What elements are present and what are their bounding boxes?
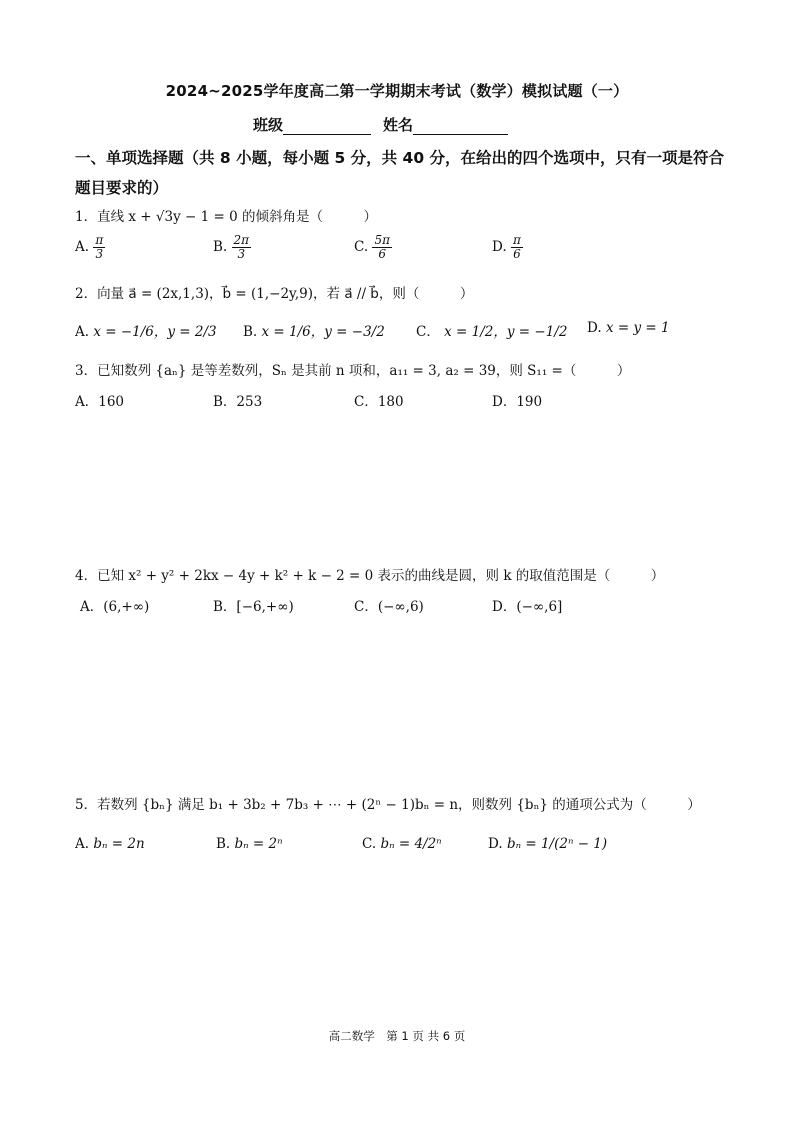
q3-option-b: B．253 (213, 394, 263, 410)
question-4-stem: 4．已知 x² + y² + 2kx − 4y + k² + k − 2 = 0 表示的曲线是圆，则 k 的取值范围是（ ） (75, 568, 665, 584)
q2-option-c: C． x = 1/2，y = −1/2 (416, 324, 568, 340)
page-footer: 高二数学 第 1 页 共 6 页 (328, 1029, 466, 1043)
q1-option-a (75, 234, 105, 261)
q5-option-a: A. bₙ = 2n (75, 836, 145, 852)
fraction: $\frac{\pi}{6}$ (512, 233, 521, 262)
q3-option-c: C．180 (354, 394, 404, 410)
class-name-line (253, 114, 508, 135)
q1-option-c (354, 234, 392, 261)
question-5-stem: 5．若数列 {bₙ} 满足 b₁ + 3b₂ + 7b₃ + ⋯ + (2ⁿ − 1)bₙ = n，则数列 {bₙ} 的通项公式为（ ） (75, 797, 701, 813)
q1-option-d (492, 234, 523, 261)
exam-title: 2024~2025学年度高二第一学期期末考试（数学）模拟试题（一） (165, 82, 629, 100)
option-label: D. (492, 239, 507, 256)
q5-option-d: D. bₙ = 1/(2ⁿ − 1) (488, 836, 608, 852)
q4-option-b: B．[−6,+∞) (213, 599, 294, 615)
q3-option-a: A．160 (75, 394, 125, 410)
q4-option-c: C．(−∞,6) (354, 599, 424, 615)
q5-option-c: C. bₙ = 4/2ⁿ (362, 836, 442, 852)
q2-option-d: D. x = y = 1 (587, 320, 670, 336)
fraction: $\frac{\pi}{3}$ (95, 233, 104, 262)
option-label: C. (354, 239, 369, 256)
q4-option-d: D．(−∞,6] (492, 599, 563, 615)
option-label: B. (213, 239, 228, 256)
q2-option-a: A. x = −1/6，y = 2/3 (75, 324, 217, 340)
section-heading-line1: 一、单项选择题（共 8 小题，每小题 5 分，共 40 分，在给出的四个选项中，只有一项是符合 (75, 149, 725, 167)
section-heading-line2: 题目要求的） (75, 179, 169, 197)
question-1-stem: 1．直线 x + √3y − 1 = 0 的倾斜角是（ ） (75, 209, 377, 225)
fraction: $\frac{5\pi}{6}$ (374, 233, 390, 262)
class-blank (283, 120, 371, 135)
question-3-stem: 3．已知数列 {aₙ} 是等差数列，Sₙ 是其前 n 项和，a₁₁ = 3, a₂ = 39，则 S₁₁ =（ ） (75, 363, 631, 379)
q4-option-a: A．(6,+∞) (80, 599, 150, 615)
q5-option-b: B. bₙ = 2ⁿ (216, 836, 283, 852)
question-2-stem: 2．向量 a⃗ = (2x,1,3)，b⃗ = (1,−2y,9)，若 a⃗ // b⃗，则（ ） (75, 286, 474, 302)
class-label: 班级 (253, 116, 284, 134)
name-blank (413, 120, 508, 135)
option-label: A. (75, 239, 90, 256)
fraction: $\frac{2\pi}{3}$ (233, 233, 250, 262)
q1-option-b (213, 234, 251, 261)
q2-option-b: B. x = 1/6，y = −3/2 (243, 324, 385, 340)
q3-option-d: D．190 (492, 394, 543, 410)
name-label: 姓名 (383, 116, 414, 134)
